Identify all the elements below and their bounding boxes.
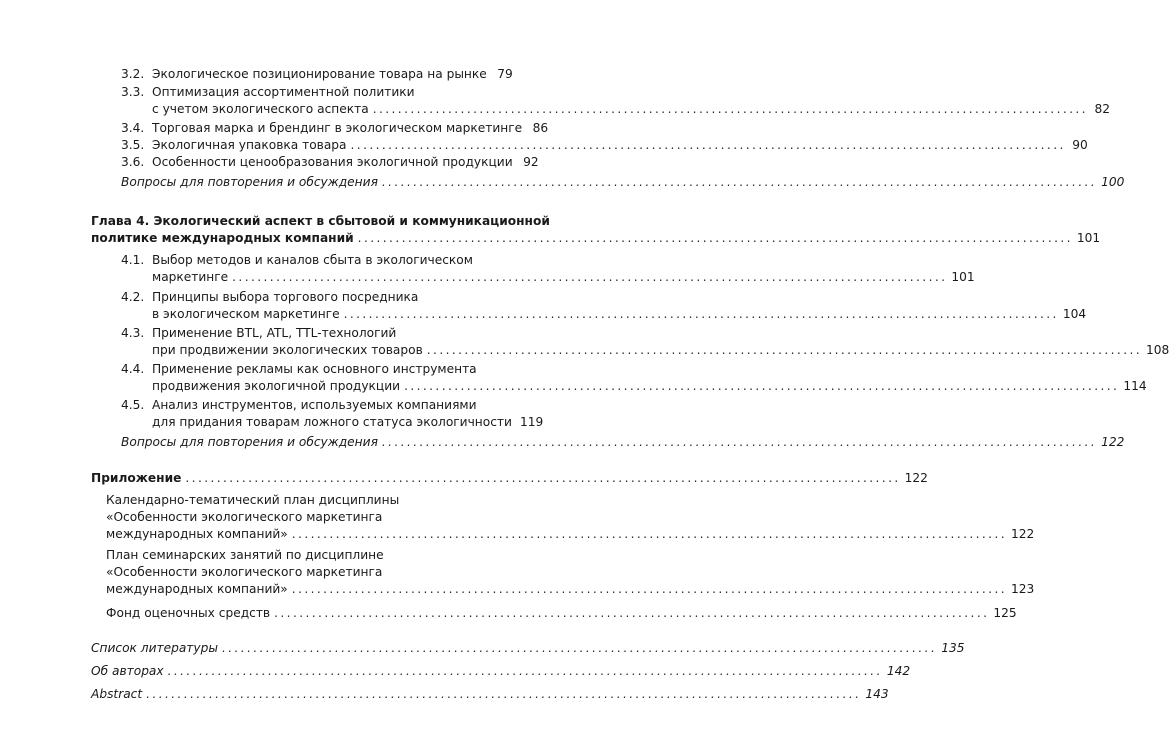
- toc-entry-title-cont: для придания товарам ложного статуса экологичности: [152, 415, 512, 429]
- toc-entry-4-5: [121, 397, 544, 431]
- toc-page-number: 123: [1011, 582, 1035, 596]
- toc-entry-questions-3: [121, 174, 1125, 191]
- toc-leader-dots: ..................................................................................................................: [372, 102, 1088, 116]
- toc-page-number: 79: [497, 67, 513, 81]
- toc-entry-appendix-fund: [106, 605, 1017, 622]
- toc-entry-appendix: [91, 470, 928, 487]
- toc-page-number: 119: [519, 415, 544, 429]
- toc-entry-title: Особенности ценообразования экологичной продукции: [152, 155, 513, 169]
- toc-entry-appendix-seminars: [106, 547, 1035, 598]
- toc-entry-3-6: [121, 154, 539, 171]
- toc-entry-title: Анализ инструментов, используемых компаниями: [152, 398, 477, 412]
- toc-page-number: 82: [1094, 102, 1110, 116]
- toc-entry-title: Список литературы: [91, 641, 218, 655]
- toc-page-number: 100: [1101, 175, 1125, 189]
- toc-page-number: 86: [532, 121, 549, 135]
- toc-entry-number: 3.4.: [121, 121, 145, 135]
- toc-leader-dots: ..................................................................................................................: [221, 641, 938, 655]
- toc-page-number: 114: [1123, 379, 1147, 393]
- toc-entry-abstract: [91, 686, 889, 703]
- toc-entry-title: Выбор методов и каналов сбыта в экологическом: [152, 253, 473, 267]
- toc-entry-title: Оптимизация ассортиментной политики: [152, 85, 415, 99]
- toc-entry-title: Об авторах: [91, 664, 164, 678]
- toc-entry-3-4: [121, 120, 549, 137]
- toc-entry-title-cont: продвижения экологичной продукции: [152, 379, 401, 393]
- toc-page-number: 122: [904, 471, 928, 485]
- toc-entry-number: 4.5.: [121, 398, 145, 412]
- toc-leader-dots: ..................................................................................................................: [274, 606, 990, 620]
- toc-entry-4-1: [121, 252, 975, 286]
- toc-entry-title-cont: маркетинге: [152, 270, 229, 284]
- toc-entry-title: Применение BTL, ATL, TTL-технологий: [152, 326, 397, 340]
- toc-entry-title: Применение рекламы как основного инструмента: [152, 362, 477, 376]
- toc-entry-title: Экологичная упаковка товара: [152, 138, 347, 152]
- toc-leader-dots: ..................................................................................................................: [404, 379, 1120, 393]
- toc-page-number: 104: [1062, 307, 1087, 321]
- toc-entry-3-5: [121, 137, 1088, 154]
- toc-entry-title-cont: «Особенности экологического маркетинга: [106, 565, 383, 579]
- toc-entry-title: Приложение: [91, 471, 182, 485]
- toc-leader-dots: ..................................................................................................................: [381, 175, 1098, 189]
- toc-entry-references: [91, 640, 965, 657]
- toc-entry-number: 4.2.: [121, 290, 145, 304]
- toc-leader-dots: ..................................................................................................................: [426, 343, 1143, 357]
- toc-leader-dots: ..................................................................................................................: [185, 471, 901, 485]
- toc-entry-title: План семинарских занятий по дисциплине: [106, 548, 384, 562]
- toc-leader-dots: ..................................................................................................................: [291, 582, 1008, 596]
- toc-page-number: 90: [1072, 138, 1088, 152]
- toc-entry-number: 4.1.: [121, 253, 145, 267]
- toc-page-number: 101: [951, 270, 975, 284]
- toc-entry-4-4: [121, 361, 1147, 395]
- toc-entry-number: 4.3.: [121, 326, 145, 340]
- toc-page-number: 125: [993, 606, 1017, 620]
- toc-entry-title: Вопросы для повторения и обсуждения: [121, 435, 378, 449]
- toc-page-number: 122: [1011, 527, 1035, 541]
- toc-entry-title-cont: политике международных компаний: [91, 231, 354, 245]
- toc-entry-title-cont: международных компаний»: [106, 582, 288, 596]
- toc-entry-title: Abstract: [91, 687, 143, 701]
- toc-leader-dots: ..................................................................................................................: [232, 270, 948, 284]
- toc-entry-title: Глава 4. Экологический аспект в сбытовой и коммуникационной: [91, 214, 550, 228]
- toc-entry-title: Экологическое позиционирование товара на рынке: [152, 67, 487, 81]
- toc-entry-number: 3.2.: [121, 67, 145, 81]
- toc-leader-dots: ..................................................................................................................: [357, 231, 1073, 245]
- toc-entry-title: Торговая марка и брендинг в экологическом маркетинге: [152, 121, 523, 135]
- toc-entry-3-3: [121, 84, 1110, 118]
- toc-leader-dots: ..................................................................................................................: [343, 307, 1059, 321]
- toc-entry-title-cont: международных компаний»: [106, 527, 288, 541]
- toc-entry-chapter-4: [91, 213, 1101, 247]
- toc-entry-3-2: [121, 66, 513, 83]
- toc-leader-dots: ..................................................................................................................: [167, 664, 883, 678]
- toc-entry-title: Вопросы для повторения и обсуждения: [121, 175, 378, 189]
- toc-leader-dots: ..................................................................................................................: [291, 527, 1008, 541]
- toc-entry-number: 3.6.: [121, 155, 145, 169]
- toc-entry-number: 3.3.: [121, 85, 145, 99]
- toc-entry-title-cont: с учетом экологического аспекта: [152, 102, 369, 116]
- toc-entry-title: Календарно-тематический план дисциплины: [106, 493, 400, 507]
- toc-page-number: 122: [1101, 435, 1125, 449]
- toc-page-number: 108: [1146, 343, 1169, 357]
- toc-page-number: 101: [1076, 231, 1101, 245]
- toc-leader-dots: ..................................................................................................................: [146, 687, 862, 701]
- toc-entry-4-2: [121, 289, 1087, 323]
- toc-leader-dots: ..................................................................................................................: [381, 435, 1098, 449]
- toc-entry-title-cont: при продвижении экологических товаров: [152, 343, 423, 357]
- toc-page-number: 143: [865, 687, 889, 701]
- toc-entry-number: 4.4.: [121, 362, 145, 376]
- toc-leader-dots: ..................................................................................................................: [350, 138, 1066, 152]
- toc-entry-authors: [91, 663, 911, 680]
- toc-entry-title: Принципы выбора торгового посредника: [152, 290, 419, 304]
- toc-entry-number: 3.5.: [121, 138, 145, 152]
- toc-entry-questions-4: [121, 434, 1125, 451]
- toc-entry-title-cont: в экологическом маркетинге: [152, 307, 340, 321]
- toc-entry-appendix-plan: [106, 492, 1035, 543]
- toc-entry-title: Фонд оценочных средств: [106, 606, 271, 620]
- toc-entry-title-cont: «Особенности экологического маркетинга: [106, 510, 383, 524]
- toc-page-number: 92: [523, 155, 539, 169]
- toc-entry-4-3: [121, 325, 1169, 359]
- toc-page-number: 142: [886, 664, 911, 678]
- toc-page-number: 135: [941, 641, 965, 655]
